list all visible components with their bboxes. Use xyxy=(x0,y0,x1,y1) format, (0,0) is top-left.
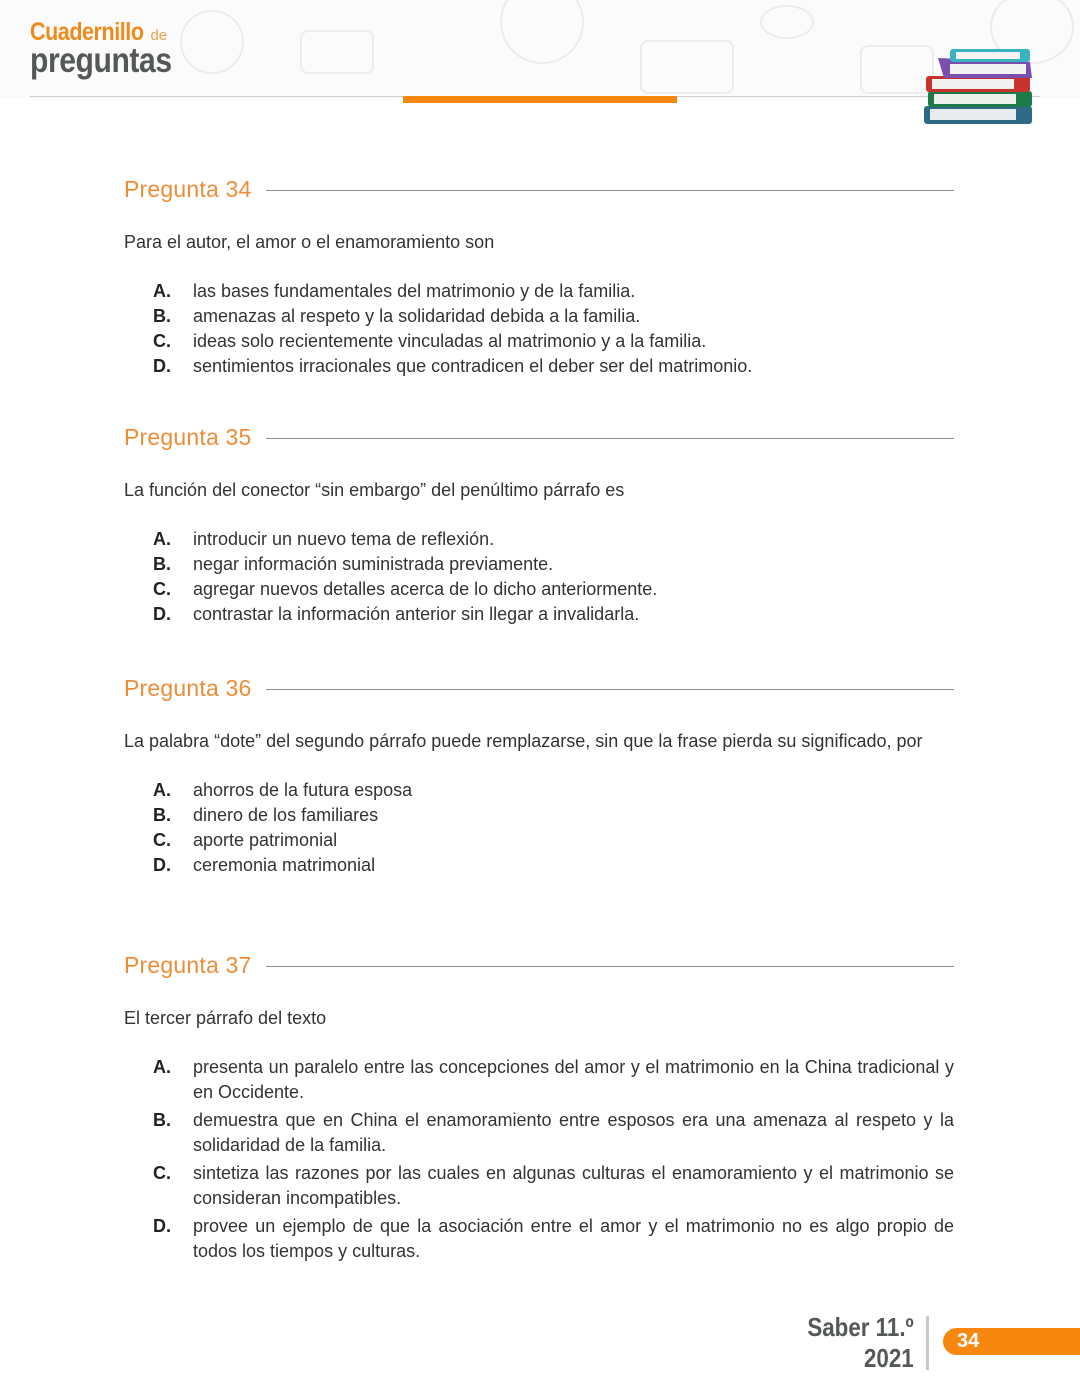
exam-name: Saber 11.º xyxy=(807,1312,914,1342)
question-stem: El tercer párrafo del texto xyxy=(124,1008,327,1028)
doodle-decoration xyxy=(640,40,734,94)
question-35 xyxy=(124,422,954,627)
question-header xyxy=(124,673,954,703)
option-d: D. ceremonia matrimonial xyxy=(153,855,376,875)
question-title: Pregunta 37 xyxy=(124,951,252,978)
brand-logo xyxy=(30,18,195,81)
title-rule xyxy=(266,438,954,439)
doodle-decoration xyxy=(300,30,374,74)
question-34 xyxy=(124,174,954,379)
question-title: Pregunta 36 xyxy=(124,674,252,701)
brand-title-line2: preguntas xyxy=(30,41,172,80)
brand-title-line1: Cuadernillo xyxy=(30,18,144,46)
exam-year: 2021 xyxy=(864,1343,914,1373)
question-stem: La función del conector “sin embargo” del penúltimo párrafo es xyxy=(124,480,625,500)
header-accent-bar xyxy=(403,96,677,103)
option-b: B. amenazas al respeto y la solidaridad debida a la familia. xyxy=(153,306,641,326)
option-a: A. presenta un paralelo entre las concepciones del amor y el matrimonio en la China tradicional y en Occidente. xyxy=(153,1057,954,1102)
option-b: B. negar información suministrada previamente. xyxy=(153,554,554,574)
option-b: B. demuestra que en China el enamoramiento entre esposos era una amenaza al respeto y la solidaridad de la familia. xyxy=(153,1110,954,1155)
title-rule xyxy=(266,966,954,967)
option-a: A. ahorros de la futura esposa xyxy=(153,780,413,800)
page-number-badge xyxy=(943,1328,1080,1355)
question-36 xyxy=(124,673,954,878)
question-header xyxy=(124,422,954,452)
option-c: C. ideas solo recientemente vinculadas al matrimonio y a la familia. xyxy=(153,331,707,351)
question-stem: Para el autor, el amor o el enamoramiento son xyxy=(124,232,495,252)
doodle-decoration xyxy=(760,5,814,39)
option-d: D. sentimientos irracionales que contradicen el deber ser del matrimonio. xyxy=(153,356,753,376)
option-c: C. agregar nuevos detalles acerca de lo dicho anteriormente. xyxy=(153,579,658,599)
option-a: A. las bases fundamentales del matrimonio y de la familia. xyxy=(153,281,636,301)
options-list xyxy=(124,527,954,627)
question-stem: La palabra “dote” del segundo párrafo puede remplazarse, sin que la frase pierda su significado, por xyxy=(124,731,923,751)
footer-divider xyxy=(926,1316,929,1370)
stack-of-books-icon xyxy=(920,46,1040,128)
title-rule xyxy=(266,190,954,191)
option-d: D. contrastar la información anterior sin llegar a invalidarla. xyxy=(153,604,640,624)
options-list xyxy=(124,778,954,878)
question-title: Pregunta 34 xyxy=(124,175,252,202)
question-header xyxy=(124,174,954,204)
option-b: B. dinero de los familiares xyxy=(153,805,379,825)
question-title: Pregunta 35 xyxy=(124,423,252,450)
brand-title-suffix: de xyxy=(150,27,168,44)
page-footer xyxy=(0,1310,1080,1390)
option-d: D. provee un ejemplo de que la asociación entre el amor y el matrimonio no es algo propio de todos los tiempos y culturas. xyxy=(153,1216,954,1261)
options-list xyxy=(124,279,954,379)
option-c: C. aporte patrimonial xyxy=(153,830,338,850)
question-header xyxy=(124,950,954,980)
exam-label xyxy=(808,1312,914,1374)
title-rule xyxy=(266,689,954,690)
option-a: A. introducir un nuevo tema de reflexión. xyxy=(153,529,495,549)
option-c: C. sintetiza las razones por las cuales en algunas culturas el enamoramiento y el matrimonio se consideran incompatibles. xyxy=(153,1163,954,1208)
question-37 xyxy=(124,950,954,1267)
page-number: 34 xyxy=(957,1330,980,1352)
doodle-decoration xyxy=(500,0,584,64)
options-list xyxy=(124,1055,954,1264)
